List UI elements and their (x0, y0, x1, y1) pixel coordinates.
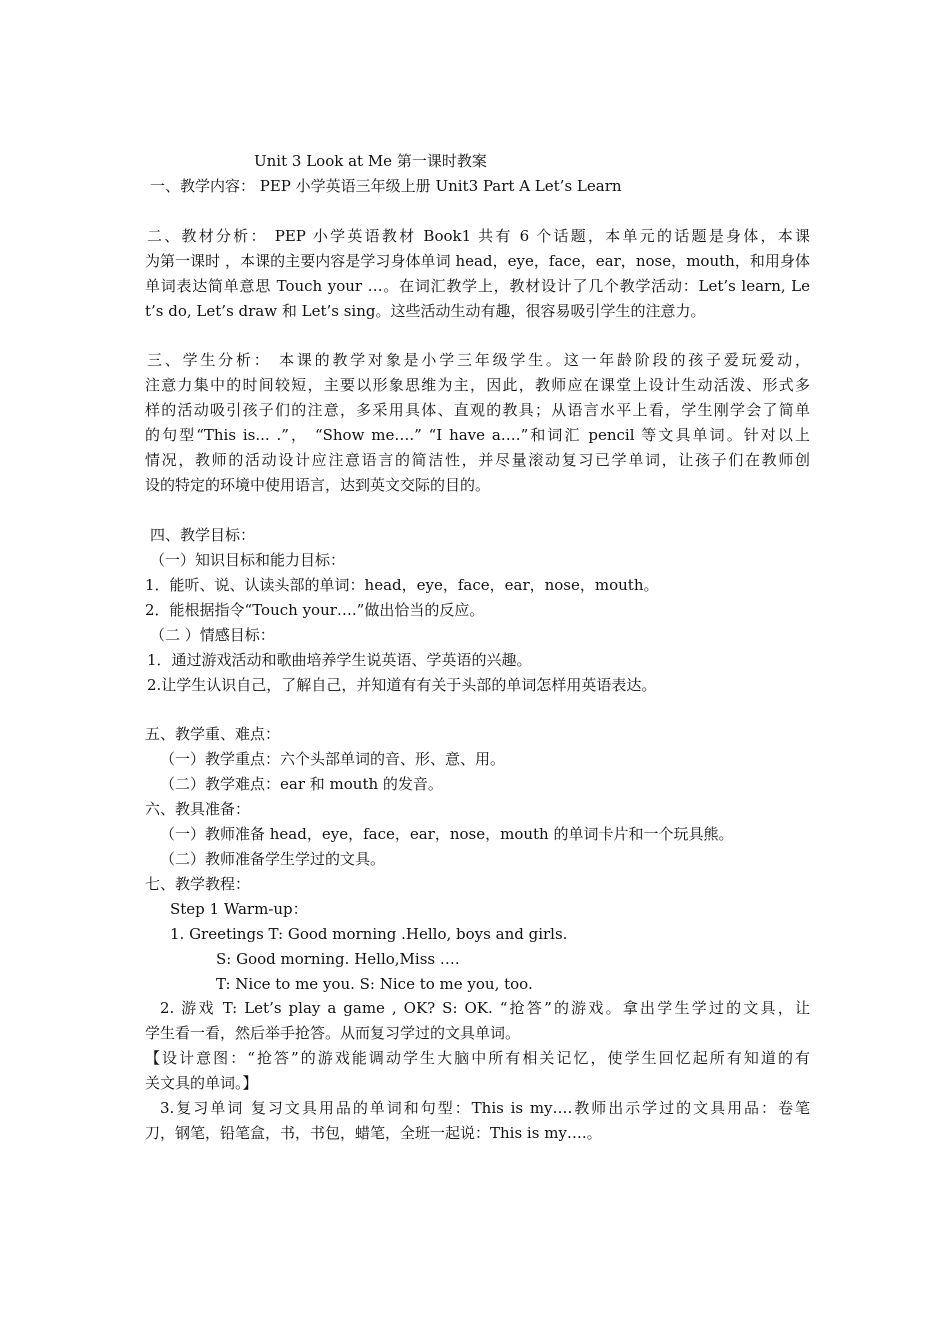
section-3-line: 的句型“This is... .”， “Show me….” “I have a….”和词汇 pencil 等文具单词。针对以上 (145, 426, 810, 444)
section-2-line: 为第一课时 ，本课的主要内容是学习身体单词 head，eye，face，ear，nose，mouth，和用身体 (145, 252, 810, 270)
section-7-heading: 七、教学教程： (145, 875, 251, 893)
goal-item: 2.让学生认识自己，了解自己，并知道有有关于头部的单词怎样用英语表达。 (147, 676, 657, 694)
design-intent-note: 关文具的单词。】 (145, 1074, 258, 1092)
section-5-heading: 五、教学重、难点： (145, 725, 281, 743)
section-3-line: 三、学生分析： 本课的教学对象是小学三年级学生。这一年龄阶段的孩子爱玩爱动， (147, 351, 810, 369)
key-point: （一）教学重点：六个头部单词的音、形、意、用。 (160, 750, 506, 768)
procedure-line: 刀，钢笔，铅笔盒，书，书包，蜡笔，全班一起说：This is my….。 (145, 1124, 602, 1142)
section-3-line: 样的活动吸引孩子们的注意，多采用具体、直观的教具；从语言水平上看，学生刚学会了简单 (145, 401, 810, 419)
section-1-content: 一、教学内容： PEP 小学英语三年级上册 Unit3 Part A Let’s Learn (150, 177, 622, 195)
difficult-point: （二）教学难点：ear 和 mouth 的发音。 (160, 775, 443, 793)
document-title: Unit 3 Look at Me 第一课时教案 (254, 152, 487, 170)
goal-item: 1．通过游戏活动和歌曲培养学生说英语、学英语的兴趣。 (147, 651, 532, 669)
section-4-heading: 四、教学目标： (150, 526, 256, 544)
section-2-line: 二、教材分析： PEP 小学英语教材 Book1 共有 6 个话题，本单元的话题是身体，本课 (147, 227, 810, 245)
section-2-line: t’s do, Let’s draw 和 Let’s sing。这些活动生动有趣，很容易吸引学生的注意力。 (145, 302, 706, 320)
subsection-heading: （一）知识目标和能力目标： (150, 551, 346, 569)
materials-item: （一）教师准备 head，eye，face，ear，nose，mouth 的单词卡片和一个玩具熊。 (160, 825, 734, 843)
section-3-line: 注意力集中的时间较短，主要以形象思维为主，因此，教师应在课堂上设计生动活泼、形式多 (145, 376, 810, 394)
design-intent-note: 【设计意图：“抢答”的游戏能调动学生大脑中所有相关记忆，使学生回忆起所有知道的有 (145, 1049, 810, 1067)
section-6-heading: 六、教具准备： (145, 800, 251, 818)
procedure-line: 学生看一看，然后举手抢答。从而复习学过的文具单词。 (145, 1024, 521, 1042)
procedure-line: 3.复习单词 复习文具用品的单词和句型：This is my….教师出示学过的文具用品：卷笔 (160, 1099, 810, 1117)
section-3-line: 情况，教师的活动设计应注意语言的简洁性，并尽量滚动复习已学单词，让孩子们在教师创 (145, 451, 810, 469)
goal-item: 1．能听、说、认读头部的单词：head，eye，face，ear，nose，mouth。 (145, 576, 659, 594)
section-3-line: 设的特定的环境中使用语言，达到英文交际的目的。 (145, 476, 491, 494)
procedure-line: 2. 游戏 T: Let’s play a game , OK? S: OK. “抢答”的游戏。拿出学生学过的文具，让 (160, 999, 810, 1017)
materials-item: （二）教师准备学生学过的文具。 (160, 850, 386, 868)
step-heading: Step 1 Warm-up： (170, 900, 308, 918)
subsection-heading: （二 ）情感目标： (150, 626, 275, 644)
goal-item: 2．能根据指令“Touch your….”做出恰当的反应。 (145, 601, 485, 619)
section-2-line: 单词表达简单意思 Touch your …。在词汇教学上，教材设计了几个教学活动：Let’s learn, Le (145, 277, 810, 295)
procedure-line: S: Good morning. Hello,Miss …. (216, 950, 460, 968)
procedure-line: 1. Greetings T: Good morning .Hello, boys and girls. (170, 925, 568, 943)
procedure-line: T: Nice to me you. S: Nice to me you, too. (216, 975, 533, 993)
